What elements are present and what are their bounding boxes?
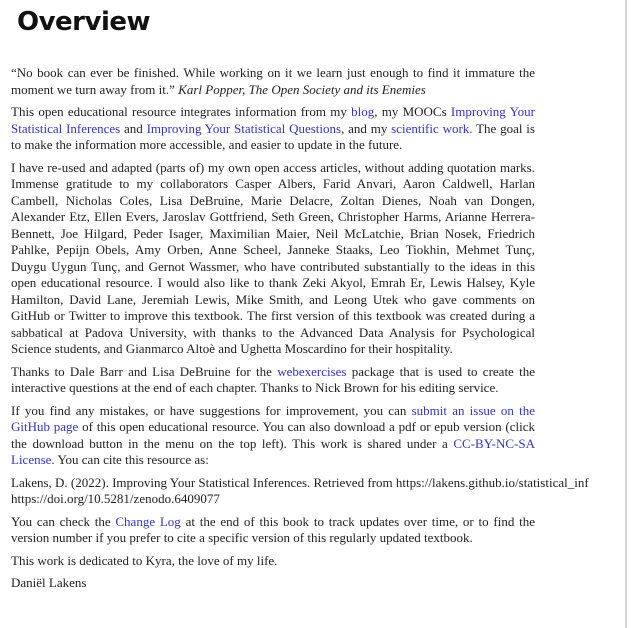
citation-line: https://doi.org/10.5281/zenodo.6409077 <box>11 491 220 506</box>
citation-block <box>11 474 589 508</box>
paragraph: You can check the Change Log at the end of this book to track updates over time, or to find the version number if you prefer to cite a specific version of this regularly updated textbook. <box>11 513 535 545</box>
paragraph: This work is dedicated to Kyra, the love of my life. <box>11 552 278 568</box>
document-body <box>11 65 589 592</box>
page-title: Overview <box>17 7 151 37</box>
inline-link[interactable]: Improving Your Statistical Inferences <box>11 104 535 136</box>
epigraph-quote: “No book can ever be finished. While working on it we learn just enough to find it immature the moment we turn away from it.” Karl Popper, The Open Society and its Enemies <box>11 65 535 97</box>
paragraph: If you find any mistakes, or have suggestions for improvement, you can submit an issue on the GitHub page of this open educational resource. You can also download a pdf or epub version (click the download button in the menu on the top left). This work is shared under a CC-BY-NC-SA License. You can cite this resource as: <box>11 402 536 467</box>
paragraph: Daniël Lakens <box>11 575 87 590</box>
paragraph: This open educational resource integrates information from my blog, my MOOCs Improving Your Statistical Inferences and Improving Your Statistical Questions, and my scientific work. The goal is to make the information more accessible, and easier to update in the future. <box>11 104 535 152</box>
pane-border <box>625 0 627 628</box>
paragraph: I have re-used and adapted (parts of) my own open access articles, without adding quotation marks. Immense gratitude to my collaborators Casper Albers, Farid Anvari, Aaron Caldwell, Harlan Cambell, Nicholas Coles, Lisa DeBruine, Marie Delacre, Zoltan Dienes, Noah van Dongen, Alexander Etz, Ellen Evers, Jaroslav Gottfriend, Seth Green, Christopher Harms, Arianne Herrera-Bennett, Joe Hilgard, Peder Isager, Maximilian Maier, Neil McLatchie, Brian Nosek, Friedrich Pahlke, Pepijn Obels, Amy Orben, Anne Scheel, Janneke Staaks, Leo Tiokhin, Mehmet Tunç, Duygu Uygun Tunç, and Gernot Wassmer, who have contributed substantially to the ideas in this open educational resource. I would also like to thank Zeki Akyol, Emrah Er, Lewis Halsey, Kyle Hamilton, David Lane, Jeremiah Lewis, Mike Smith, and Leong Utek who gave comments on GitHub or Twitter to improve this textbook. The first version of this textbook was created during a sabbatical at Padova University, with thanks to the Advanced Data Analysis for Psychological Science students, and Gianmarco Altoè and Ughetta Moscardino for their hospitality. <box>11 159 535 356</box>
inline-link[interactable]: CC-BY-NC-SA License <box>11 435 535 467</box>
inline-link[interactable]: submit an issue on the GitHub page <box>11 402 536 434</box>
inline-link[interactable]: webexercises <box>277 363 347 379</box>
inline-link[interactable]: scientific work. <box>391 120 473 136</box>
inline-link[interactable]: Improving Your Statistical Questions <box>146 120 342 136</box>
inline-link[interactable]: Change Log <box>115 513 181 529</box>
citation-line: Lakens, D. (2022). Improving Your Statistical Inferences. Retrieved from https://lakens.github.io/statistical_inf <box>11 474 589 490</box>
paragraph: Thanks to Dale Barr and Lisa DeBruine for the webexercises package that is used to create the interactive questions at the end of each chapter. Thanks to Nick Brown for his editing service. <box>11 363 535 395</box>
page-content <box>11 7 589 598</box>
inline-link[interactable]: blog <box>351 104 375 119</box>
quote-attribution: Karl Popper, The Open Society and its Enemies <box>178 81 426 97</box>
